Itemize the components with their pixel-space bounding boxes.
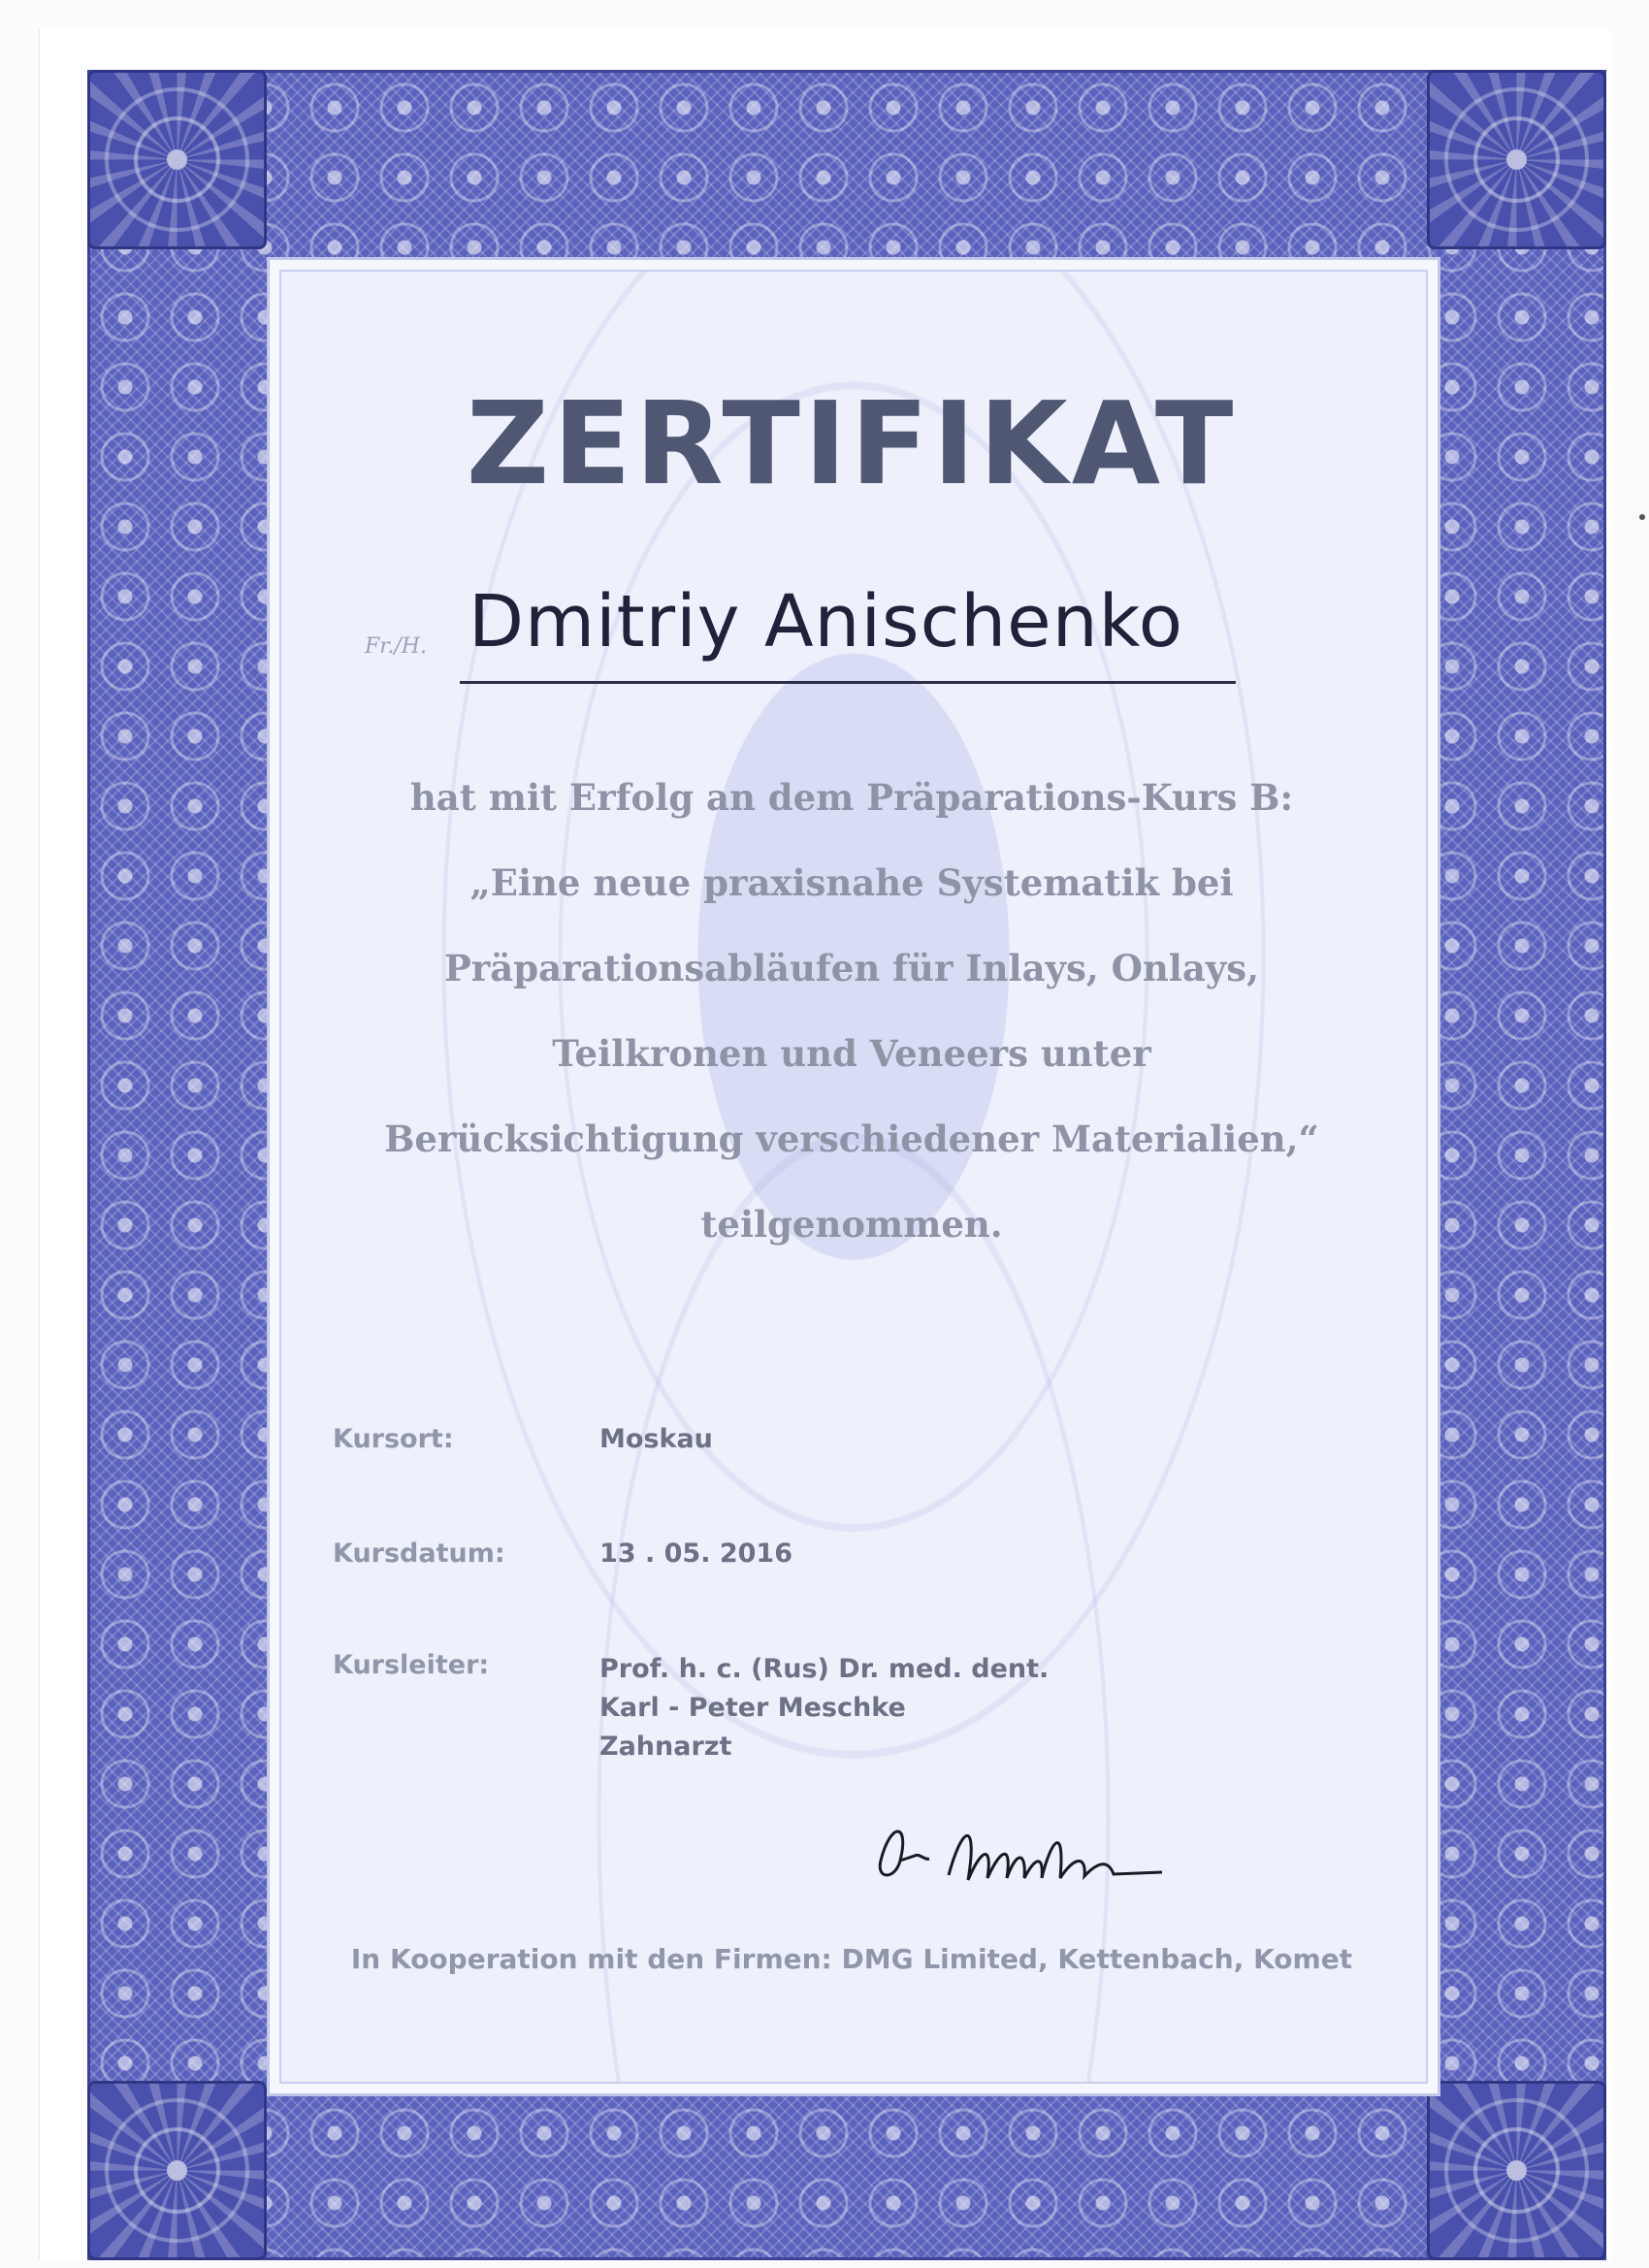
course-line: teilgenommen. xyxy=(700,1203,1003,1246)
kursleiter-value xyxy=(599,1650,1049,1766)
course-text xyxy=(270,755,1434,1267)
frame-corner-top-left xyxy=(87,70,267,249)
kursleiter-label: Kursleiter: xyxy=(333,1650,490,1680)
name-underline xyxy=(460,681,1236,684)
kursort-label: Kursort: xyxy=(333,1424,454,1454)
kursleiter-line: Prof. h. c. (Rus) Dr. med. dent. xyxy=(599,1654,1050,1684)
certificate-panel xyxy=(267,257,1440,2096)
certificate-title: ZERTIFIKAT xyxy=(466,376,1238,510)
frame-corner-bottom-right xyxy=(1427,2081,1606,2260)
course-line: Teilkronen und Veneers unter xyxy=(552,1032,1151,1075)
course-line: Präparationsabläufen für Inlays, Onlays, xyxy=(443,947,1260,989)
frame-corner-top-right xyxy=(1427,70,1606,249)
kursort-value: Moskau xyxy=(599,1424,713,1454)
recipient-name: Dmitriy Anischenko xyxy=(469,580,1184,664)
scan-dot xyxy=(1639,514,1645,520)
signature xyxy=(871,1802,1220,1909)
kursleiter-line: Karl - Peter Meschke xyxy=(599,1693,906,1723)
course-line: Berücksichtigung verschiedener Materialien,“ xyxy=(384,1118,1319,1160)
guilloche-frame xyxy=(87,70,1606,2260)
kursdatum-label: Kursdatum: xyxy=(333,1539,505,1569)
course-line: hat mit Erfolg an dem Präparations-Kurs B: xyxy=(409,776,1294,819)
cooperation-line: In Kooperation mit den Firmen: DMG Limited, Kettenbach, Komet xyxy=(350,1943,1353,1975)
frame-corner-bottom-left xyxy=(87,2081,267,2260)
salutation: Fr./H. xyxy=(365,634,427,659)
kursleiter-line: Zahnarzt xyxy=(599,1732,732,1762)
kursdatum-value: 13 . 05. 2016 xyxy=(599,1539,793,1569)
course-line: „Eine neue praxisnahe Systematik bei xyxy=(469,861,1234,904)
